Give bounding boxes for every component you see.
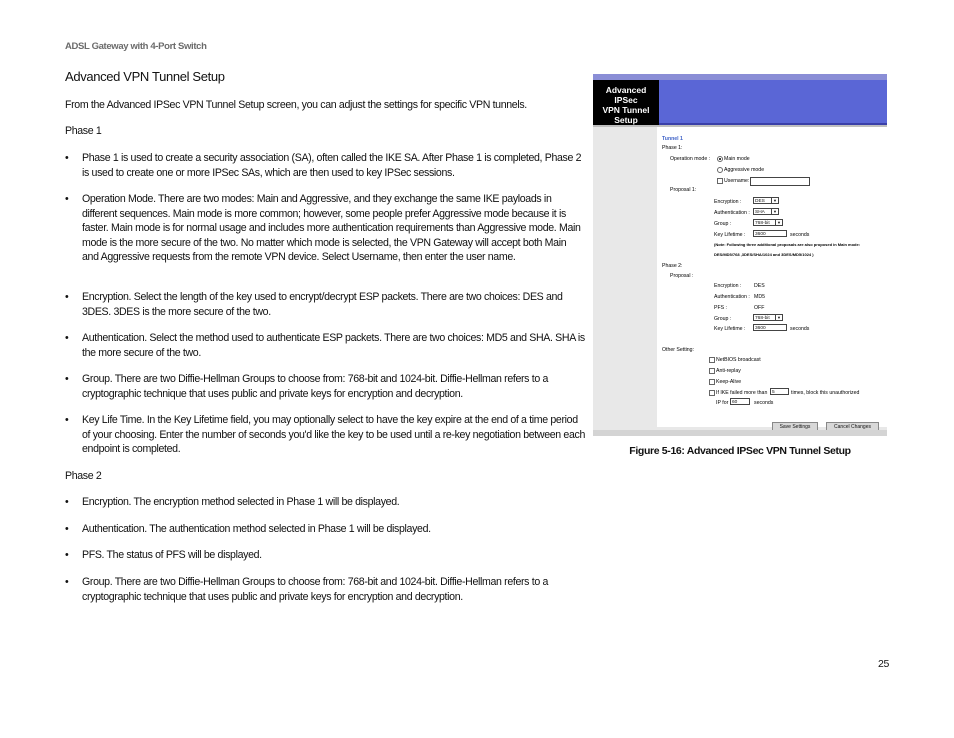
netbios-checkbox[interactable] (709, 357, 715, 363)
bullet-text: Encryption. Select the length of the key used to encrypt/decrypt ESP packets. There are two choices: DES and 3DES. 3DES is the more secure of the two. (82, 291, 563, 318)
keep-alive-label: Keep-Alive (716, 379, 742, 385)
bullet-dot: • (65, 291, 69, 303)
bullet-dot: • (65, 523, 69, 535)
tab-line: Advanced IPSec (605, 85, 647, 105)
p2-authentication-label: Authentication : (714, 294, 750, 300)
note-line-2: DES/MD5/768 ,3DES/SHA/1024 and 3DES/MD5/1024 ) (714, 252, 814, 257)
tunnel-title: Tunnel 1 (662, 136, 683, 142)
figure-header-band (659, 80, 887, 125)
ike-failed-label: If IKE failed more than (716, 390, 768, 396)
figure-caption: Figure 5-16: Advanced IPSec VPN Tunnel Setup (629, 445, 851, 457)
p2-authentication-value: MD5 (754, 294, 765, 300)
note-line-1: (Note: Following three additional proposals are also proposed in Main mode: (714, 242, 861, 247)
running-header: ADSL Gateway with 4-Port Switch (65, 41, 207, 52)
bullet-text: Authentication. Select the method used to authenticate ESP packets. There are two choices: MD5 and SHA. SHA is the more secure of the two. (82, 332, 585, 359)
list-item (65, 331, 585, 360)
section-title: Advanced VPN Tunnel Setup (65, 69, 225, 84)
pfs-label: PFS : (714, 305, 727, 311)
tunnel-settings-panel (657, 127, 887, 427)
phase2-heading: Phase 2 (65, 470, 102, 482)
chevron-down-icon: ▼ (771, 209, 778, 214)
p2-seconds-label: seconds (790, 326, 810, 332)
ip-for-seconds: seconds (754, 400, 774, 406)
p2-encryption-value: DES (754, 283, 765, 289)
phase2-label: Phase 2: (662, 263, 683, 269)
list-item (65, 290, 585, 319)
bullet-dot: • (65, 193, 69, 205)
list-item (65, 151, 585, 180)
key-lifetime-input[interactable] (753, 230, 787, 237)
bullet-dot: • (65, 576, 69, 588)
page-number: 25 (878, 658, 889, 670)
cancel-changes-button[interactable]: Cancel Changes (826, 422, 879, 431)
phase1-heading: Phase 1 (65, 125, 102, 137)
list-item (65, 522, 585, 537)
figure-tab-label (593, 80, 659, 125)
bullet-text: PFS. The status of PFS will be displayed. (82, 549, 262, 561)
bullet-dot: • (65, 496, 69, 508)
p2-group-value: 768-bit (755, 316, 770, 321)
save-settings-button[interactable]: Save Settings (772, 422, 818, 431)
key-lifetime-value: 3600 (755, 232, 766, 237)
intro-paragraph: From the Advanced IPSec VPN Tunnel Setup screen, you can adjust the settings for specific VPN tunnels. (65, 99, 527, 111)
list-item (65, 413, 585, 457)
other-setting-label: Other Setting: (662, 347, 695, 353)
authentication-value: SHA (755, 210, 765, 215)
p2-key-lifetime-label: Key Lifetime : (714, 326, 746, 332)
ike-failed-checkbox[interactable] (709, 390, 715, 396)
chevron-down-icon: ▼ (775, 220, 782, 225)
list-item (65, 495, 585, 510)
list-item (65, 372, 585, 401)
proposal1-label: Proposal 1: (670, 187, 697, 193)
authentication-select[interactable] (753, 208, 779, 215)
figure-bottom-bar (593, 430, 887, 436)
username-checkbox[interactable] (717, 178, 723, 184)
bullet-text: Group. There are two Diffie-Hellman Groups to choose from: 768-bit and 1024-bit. Diffie-Hellman refers to a cryptographic technique that uses public and private keys for encryption and decryption. (82, 373, 548, 400)
bullet-dot: • (65, 332, 69, 344)
seconds-label: seconds (790, 232, 810, 238)
list-item (65, 548, 585, 563)
bullet-text: Operation Mode. There are two modes: Main and Aggressive, and they exchange the same IKE payloads in different sequences. Main mode is more common; however, some people prefer Aggressive mode because it is faster. Main mode is for normal usage and includes more authentication requirements than Aggressive mode. Main mode is the more secure of the two. No matter which mode is selected, the VPN Gateway will accept both Main and Aggressive requests from the remote VPN device. Select Username, then enter the user name. (82, 193, 581, 264)
chevron-down-icon: ▼ (771, 198, 778, 203)
authentication-label: Authentication : (714, 210, 750, 216)
tab-line: VPN Tunnel (602, 105, 650, 115)
ip-for-label: IP for (716, 400, 729, 406)
ip-for-input[interactable] (730, 398, 750, 405)
group-select[interactable] (753, 219, 783, 226)
encryption-value: DES (755, 199, 765, 204)
tab-line: Setup (614, 115, 638, 125)
bullet-text: Key Life Time. In the Key Lifetime field, you may optionally select to have the key expire at the end of a time period of your choosing. Enter the number of seconds you'd like the key to be used until a re-key negotiation between each endpoint is completed. (82, 414, 585, 456)
encryption-label: Encryption : (714, 199, 742, 205)
username-label: Username: (724, 178, 750, 184)
anti-replay-label: Anti-replay (716, 368, 741, 374)
bullet-text: Encryption. The encryption method selected in Phase 1 will be displayed. (82, 496, 400, 508)
proposal-label: Proposal : (670, 273, 694, 279)
ike-failed-suffix: times, block this unauthorized (791, 390, 860, 396)
bullet-text: Phase 1 is used to create a security association (SA), often called the IKE SA. After Phase 1 is completed, Phase 2 is used to create one or more IPSec SAs, which are then used to key IPSec sessions. (82, 152, 582, 179)
bullet-dot: • (65, 152, 69, 164)
p2-group-select[interactable] (753, 314, 783, 321)
bullet-dot: • (65, 414, 69, 426)
keep-alive-checkbox[interactable] (709, 379, 715, 385)
ip-for-value: 60 (732, 400, 738, 405)
aggressive-mode-label: Aggressive mode (724, 167, 765, 173)
anti-replay-checkbox[interactable] (709, 368, 715, 374)
pfs-value: OFF (754, 305, 765, 311)
ike-failed-value: 5 (772, 390, 775, 395)
bullet-dot: • (65, 549, 69, 561)
aggressive-mode-radio[interactable] (717, 167, 723, 173)
p2-group-label: Group : (714, 316, 732, 322)
p2-encryption-label: Encryption : (714, 283, 742, 289)
bullet-dot: • (65, 373, 69, 385)
netbios-label: NetBIOS broadcast (716, 357, 761, 363)
bullet-text: Group. There are two Diffie-Hellman Groups to choose from: 768-bit and 1024-bit. Diffie-Hellman refers to a cryptographic technique that uses public and private keys for encryption and decryption. (82, 576, 548, 603)
p2-key-lifetime-input[interactable] (753, 324, 787, 331)
group-label: Group : (714, 221, 732, 227)
ike-failed-input[interactable] (770, 388, 789, 395)
username-input[interactable] (750, 177, 810, 186)
figure-screenshot (593, 74, 887, 436)
encryption-select[interactable] (753, 197, 779, 204)
main-mode-radio[interactable] (717, 156, 723, 162)
phase1-label: Phase 1: (662, 145, 683, 151)
operation-mode-label: Operation mode : (670, 156, 711, 162)
chevron-down-icon: ▼ (775, 315, 782, 320)
group-value: 768-bit (755, 221, 770, 226)
key-lifetime-label: Key Lifetime : (714, 232, 746, 238)
main-mode-label: Main mode (724, 156, 750, 162)
list-item (65, 575, 585, 604)
p2-key-lifetime-value: 3600 (755, 326, 766, 331)
bullet-text: Authentication. The authentication method selected in Phase 1 will be displayed. (82, 523, 431, 535)
list-item (65, 192, 585, 265)
